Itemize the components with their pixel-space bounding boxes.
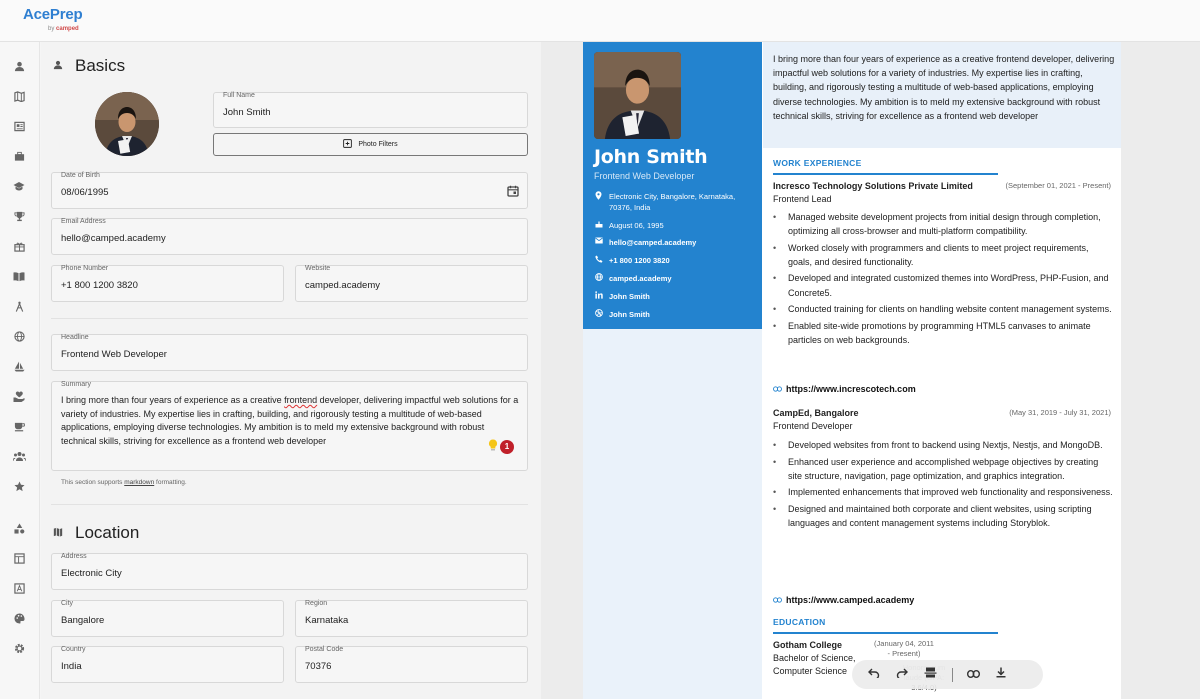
user-icon[interactable]	[12, 61, 26, 75]
coffee-icon[interactable]	[12, 421, 26, 435]
section-underline	[773, 632, 998, 634]
mail-icon	[594, 237, 603, 246]
field-of-study: Computer Science	[773, 666, 848, 676]
address-field[interactable]	[51, 553, 528, 590]
postal-code-label: Postal Code	[305, 646, 344, 653]
website-field[interactable]	[295, 265, 528, 302]
resume-address: Electronic City, Bangalore, Karnataka, 70376, India	[594, 191, 756, 213]
work-experience-title: WORK EXPERIENCE	[773, 158, 862, 168]
globe-icon	[594, 273, 603, 283]
undo-icon[interactable]	[866, 667, 882, 683]
download-icon[interactable]	[993, 667, 1009, 683]
email-field[interactable]	[51, 218, 528, 255]
region-label: Region	[305, 600, 328, 607]
calendar-icon[interactable]	[507, 184, 519, 202]
phone-value: +1 800 1200 3820	[61, 280, 138, 291]
company-link[interactable]: https://www.increscotech.com	[773, 384, 916, 394]
summary-label: Summary	[61, 381, 91, 388]
email-value: hello@camped.academy	[61, 233, 166, 244]
country-field[interactable]	[51, 646, 284, 683]
phone-label: Phone Number	[61, 265, 109, 272]
photo-filters-label: Photo Filters	[358, 141, 398, 148]
list-item: • Enabled site-wide promotions by programming HTML5 canvases to animate particles on web backgrounds.	[773, 319, 1113, 347]
phone-field[interactable]	[51, 265, 284, 302]
work-bullets	[773, 210, 1113, 349]
city-field[interactable]	[51, 600, 284, 637]
profile-photo[interactable]	[95, 92, 159, 156]
list-item: • Conducted training for clients on handling website content management systems.	[773, 302, 1113, 316]
phone-icon	[594, 255, 603, 265]
resume-sidebar	[583, 42, 762, 329]
user-icon	[53, 60, 65, 72]
book-icon[interactable]	[12, 271, 26, 285]
gift-icon[interactable]	[12, 241, 26, 255]
compass-icon[interactable]	[12, 301, 26, 315]
city-value: Bangalore	[61, 615, 105, 626]
ai-suggestion-badge[interactable]: 1	[500, 440, 514, 454]
date-of-birth-label: Date of Birth	[61, 172, 100, 179]
settings-icon[interactable]	[12, 643, 26, 657]
city-label: City	[61, 600, 74, 607]
work-bullets	[773, 438, 1113, 532]
link-icon	[773, 385, 782, 394]
full-name-field[interactable]	[213, 92, 528, 128]
divider	[51, 318, 528, 319]
photo-filters-button[interactable]	[213, 133, 528, 156]
markdown-note: This section supports markdown formatting.	[61, 479, 187, 486]
work-date: (May 31, 2019 - July 31, 2021)	[1009, 408, 1111, 417]
star-icon[interactable]	[12, 481, 26, 495]
list-item: • Developed and integrated customized themes into WordPress, PHP-Fusion, and Concrete5.	[773, 271, 1113, 299]
headline-field[interactable]	[51, 334, 528, 371]
website-label: Website	[305, 265, 331, 272]
date-of-birth-value: 08/06/1995	[61, 187, 109, 198]
email-label: Email Address	[61, 218, 106, 225]
headline-value: Frontend Web Developer	[61, 349, 167, 360]
link-icon[interactable]	[965, 667, 981, 683]
location-section-header	[53, 523, 139, 543]
resume-preview	[583, 42, 1121, 699]
work-date: (September 01, 2021 - Present)	[1005, 181, 1111, 190]
resume-linkedin: John Smith	[594, 291, 650, 302]
list-item: • Designed and maintained both corporate and client websites, using scripting languages and content management systems including Storyblok.	[773, 502, 1113, 530]
resume-email: hello@camped.academy	[594, 237, 696, 248]
dribbble-icon	[594, 309, 603, 319]
website-value: camped.academy	[305, 280, 380, 291]
section-underline	[773, 173, 998, 175]
summary-text[interactable]: I bring more than four years of experience as a creative frontend developer, delivering impactful web solutions for a variety of industries. My expertise lies in crafting, building, and rigorously testing a multitude of web-based applications, employing diverse technologies. My ambition is to meld my extensive background with robust technical skills, striving for excellence as a frontend web developer	[61, 395, 519, 446]
linkedin-icon	[594, 291, 603, 301]
address-value: Electronic City	[61, 568, 122, 579]
top-bar	[0, 0, 1200, 42]
resume-dribbble: John Smith	[594, 309, 650, 320]
work-position: Frontend Developer	[773, 421, 853, 431]
address-label: Address	[61, 553, 87, 560]
work-position: Frontend Lead	[773, 194, 832, 204]
people-icon[interactable]	[12, 451, 26, 465]
headline-label: Headline	[61, 334, 89, 341]
education-date: (January 04, 2011 - Present)	[874, 639, 934, 658]
resume-summary: I bring more than four years of experience as a creative frontend developer, delivering impactful web solutions for a variety of industries. My expertise lies in crafting, building, and rigorously testing a multitude of web-based applications, employing diverse technologies. My ambition is to meld my extensive background with robust technical skills, striving for excellence as a frontend web developer	[773, 54, 1115, 121]
region-value: Karnataka	[305, 615, 349, 626]
app-logo[interactable]: AcePrep	[23, 6, 83, 23]
divider	[51, 504, 528, 505]
resume-name: John Smith	[594, 146, 708, 168]
date-of-birth-field[interactable]	[51, 172, 528, 209]
list-item: • Implemented enhancements that improved web functionality and responsiveness.	[773, 485, 1113, 499]
section-nav-rail	[0, 42, 40, 699]
resume-website: camped.academy	[594, 273, 672, 284]
basics-section-header	[53, 56, 125, 76]
school-name: Gotham College	[773, 640, 843, 650]
trophy-icon[interactable]	[12, 211, 26, 225]
cake-icon	[594, 220, 603, 230]
brand-logo-text: camped	[56, 26, 79, 32]
list-item: • Worked closely with programmers and clients to meet project requirements, goals, and desired functionality.	[773, 241, 1113, 269]
company-link[interactable]: https://www.camped.academy	[773, 595, 914, 605]
resume-birthdate: August 06, 1995	[594, 220, 664, 231]
logo-byline: by camped	[48, 26, 79, 32]
markdown-link[interactable]: markdown	[124, 479, 155, 486]
volunteer-icon[interactable]	[12, 391, 26, 405]
toolbar-separator	[952, 668, 953, 682]
list-item: • Developed websites from front to backend using Nextjs, Nestjs, and MongoDB.	[773, 438, 1113, 452]
postal-code-field[interactable]	[295, 646, 528, 683]
spelling-error-word[interactable]: frontend	[284, 395, 318, 405]
location-title: Location	[75, 523, 140, 542]
font-icon[interactable]	[12, 583, 26, 597]
postal-code-value: 70376	[305, 661, 332, 672]
briefcase-icon[interactable]	[12, 151, 26, 165]
globe-icon[interactable]	[12, 331, 26, 345]
graduation-cap-icon[interactable]	[12, 181, 26, 195]
redo-icon[interactable]	[894, 667, 910, 683]
resume-phone: +1 800 1200 3820	[594, 255, 670, 266]
preview-toolbar	[852, 660, 1043, 689]
resume-photo	[594, 52, 681, 139]
education-title: EDUCATION	[773, 617, 826, 627]
full-name-label: Full Name	[223, 92, 255, 99]
region-field[interactable]	[295, 600, 528, 637]
center-icon[interactable]	[922, 667, 938, 683]
location-pin-icon	[594, 191, 603, 202]
company-name: Incresco Technology Solutions Private Limited	[773, 181, 973, 191]
country-label: Country	[61, 646, 86, 653]
editor-panel	[41, 42, 541, 699]
layout-icon[interactable]	[12, 553, 26, 567]
company-name: CampEd, Bangalore	[773, 408, 859, 418]
shapes-icon[interactable]	[12, 523, 26, 537]
summary-field[interactable]	[51, 381, 528, 471]
resume-role: Frontend Web Developer	[594, 171, 695, 181]
photo-filter-icon	[343, 139, 352, 150]
full-name-value: John Smith	[223, 107, 271, 118]
lightbulb-icon[interactable]	[488, 439, 498, 454]
link-icon	[773, 596, 782, 605]
list-item: • Enhanced user experience and accomplished webpage objectives by creating site structure, navigation, page optimization, and graphics integration.	[773, 455, 1113, 483]
sailboat-icon[interactable]	[12, 361, 26, 375]
palette-icon[interactable]	[12, 613, 26, 627]
resume-sidebar-lower	[583, 329, 762, 699]
list-item: • Managed website development projects from initial design through completion, optimizing all cross-browser and multi-platform compatibility.	[773, 210, 1113, 238]
map-icon[interactable]	[12, 91, 26, 105]
map-icon	[53, 527, 65, 539]
country-value: India	[61, 661, 82, 672]
degree: Bachelor of Science,	[773, 653, 856, 663]
basics-title: Basics	[75, 56, 126, 75]
newspaper-icon[interactable]	[12, 121, 26, 135]
